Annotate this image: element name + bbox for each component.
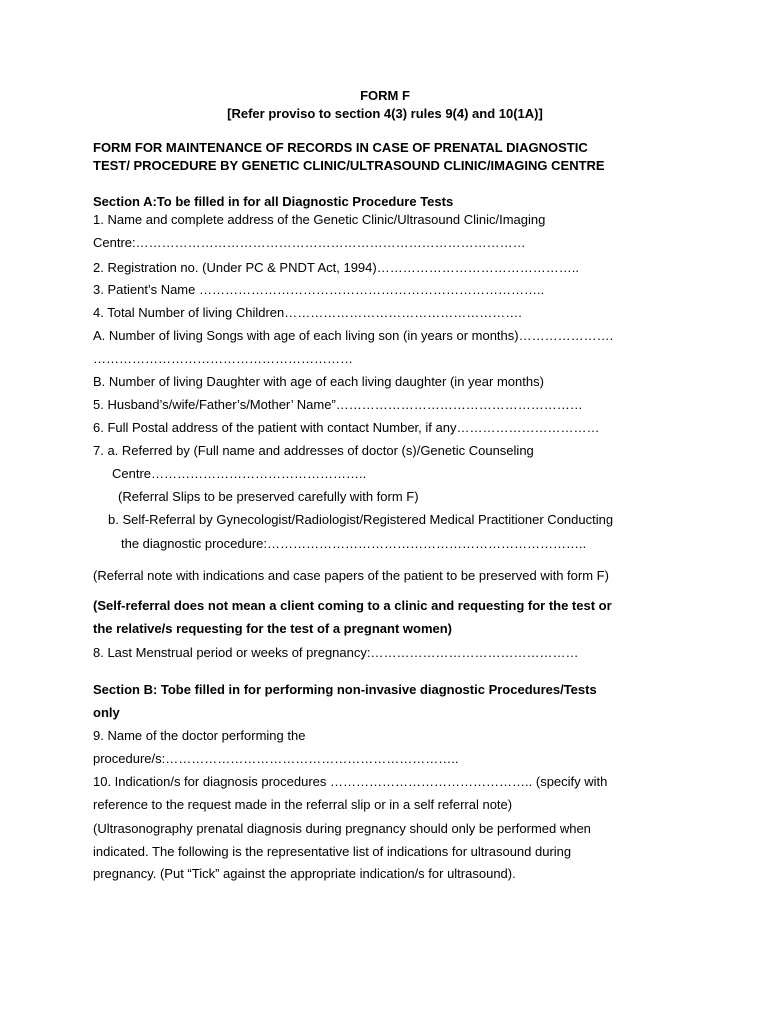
item-a-living-sons-label: A. Number of living Songs with age of each living son (in years or months)………………….	[93, 328, 614, 343]
item-9-doctor-name-label: 9. Name of the doctor performing the	[93, 728, 306, 743]
item-1-clinic-name-label: 1. Name and complete address of the Genetic Clinic/Ultrasound Clinic/Imaging	[93, 212, 546, 227]
form-reference: [Refer proviso to section 4(3) rules 9(4) and 10(1A)]	[227, 106, 543, 121]
item-6-postal-address-field: 6. Full Postal address of the patient with contact Number, if any……………………………	[93, 420, 600, 435]
item-b-living-daughters-label: B. Number of living Daughter with age of each living daughter (in year months)	[93, 374, 544, 389]
item-2-registration-field: 2. Registration no. (Under PC & PNDT Act, 1994)………………………………………..	[93, 260, 579, 275]
section-b-title-line1: Section B: Tobe filled in for performing non-invasive diagnostic Procedures/Tests	[93, 682, 597, 697]
item-7b-procedure-field: the diagnostic procedure:………………………………………………………………..	[121, 536, 587, 551]
section-b-title-line2: only	[93, 705, 120, 720]
referral-note: (Referral note with indications and case papers of the patient to be preserved with form F)	[93, 568, 609, 583]
item-7a-referral-slip-note: (Referral Slips to be preserved carefully with form F)	[118, 489, 419, 504]
usg-note-line3: pregnancy. (Put “Tick” against the appropriate indication/s for ultrasound).	[93, 866, 516, 881]
usg-note-line2: indicated. The following is the representative list of indications for ultrasound during	[93, 844, 572, 859]
item-9-procedure-field: procedure/s:…………………………………………………………..	[93, 751, 459, 766]
section-a-title: Section A:To be filled in for all Diagnostic Procedure Tests	[93, 194, 454, 209]
item-10-reference-note: reference to the request made in the referral slip or in a self referral note)	[93, 797, 513, 812]
item-3-patient-name-field: 3. Patient’s Name ……………………………………………………………………..	[93, 282, 545, 297]
self-referral-note-line2: the relative/s requesting for the test of a pregnant women)	[93, 621, 453, 636]
item-10-indications-field: 10. Indication/s for diagnosis procedures ……………………………………….. (specify with	[93, 774, 608, 789]
item-4-living-children-field: 4. Total Number of living Children……………………………………………….	[93, 305, 522, 320]
item-a-living-sons-field: ……………………………………………………	[93, 351, 353, 366]
form-title: FORM F	[360, 88, 410, 103]
item-7b-self-referral-label: b. Self-Referral by Gynecologist/Radiologist/Registered Medical Practitioner Conducting	[108, 512, 614, 527]
form-heading-line2: TEST/ PROCEDURE BY GENETIC CLINIC/ULTRASOUND CLINIC/IMAGING CENTRE	[93, 158, 605, 173]
item-7a-centre-field: Centre…………………………………………..	[112, 466, 367, 481]
usg-note-line1: (Ultrasonography prenatal diagnosis during pregnancy should only be performed when	[93, 821, 591, 836]
item-5-relative-name-field: 5. Husband’s/wife/Father’s/Mother’ Name”…………………………………………………	[93, 397, 583, 412]
self-referral-note-line1: (Self-referral does not mean a client coming to a clinic and requesting for the test or	[93, 598, 612, 613]
item-1-centre-field: Centre:………………………………………………………………………………	[93, 235, 526, 250]
form-heading-line1: FORM FOR MAINTENANCE OF RECORDS IN CASE OF PRENATAL DIAGNOSTIC	[93, 140, 588, 155]
item-7a-referred-by-label: 7. a. Referred by (Full name and addresses of doctor (s)/Genetic Counseling	[93, 443, 534, 458]
item-8-lmp-field: 8. Last Menstrual period or weeks of pregnancy:…………………………………………	[93, 645, 579, 660]
